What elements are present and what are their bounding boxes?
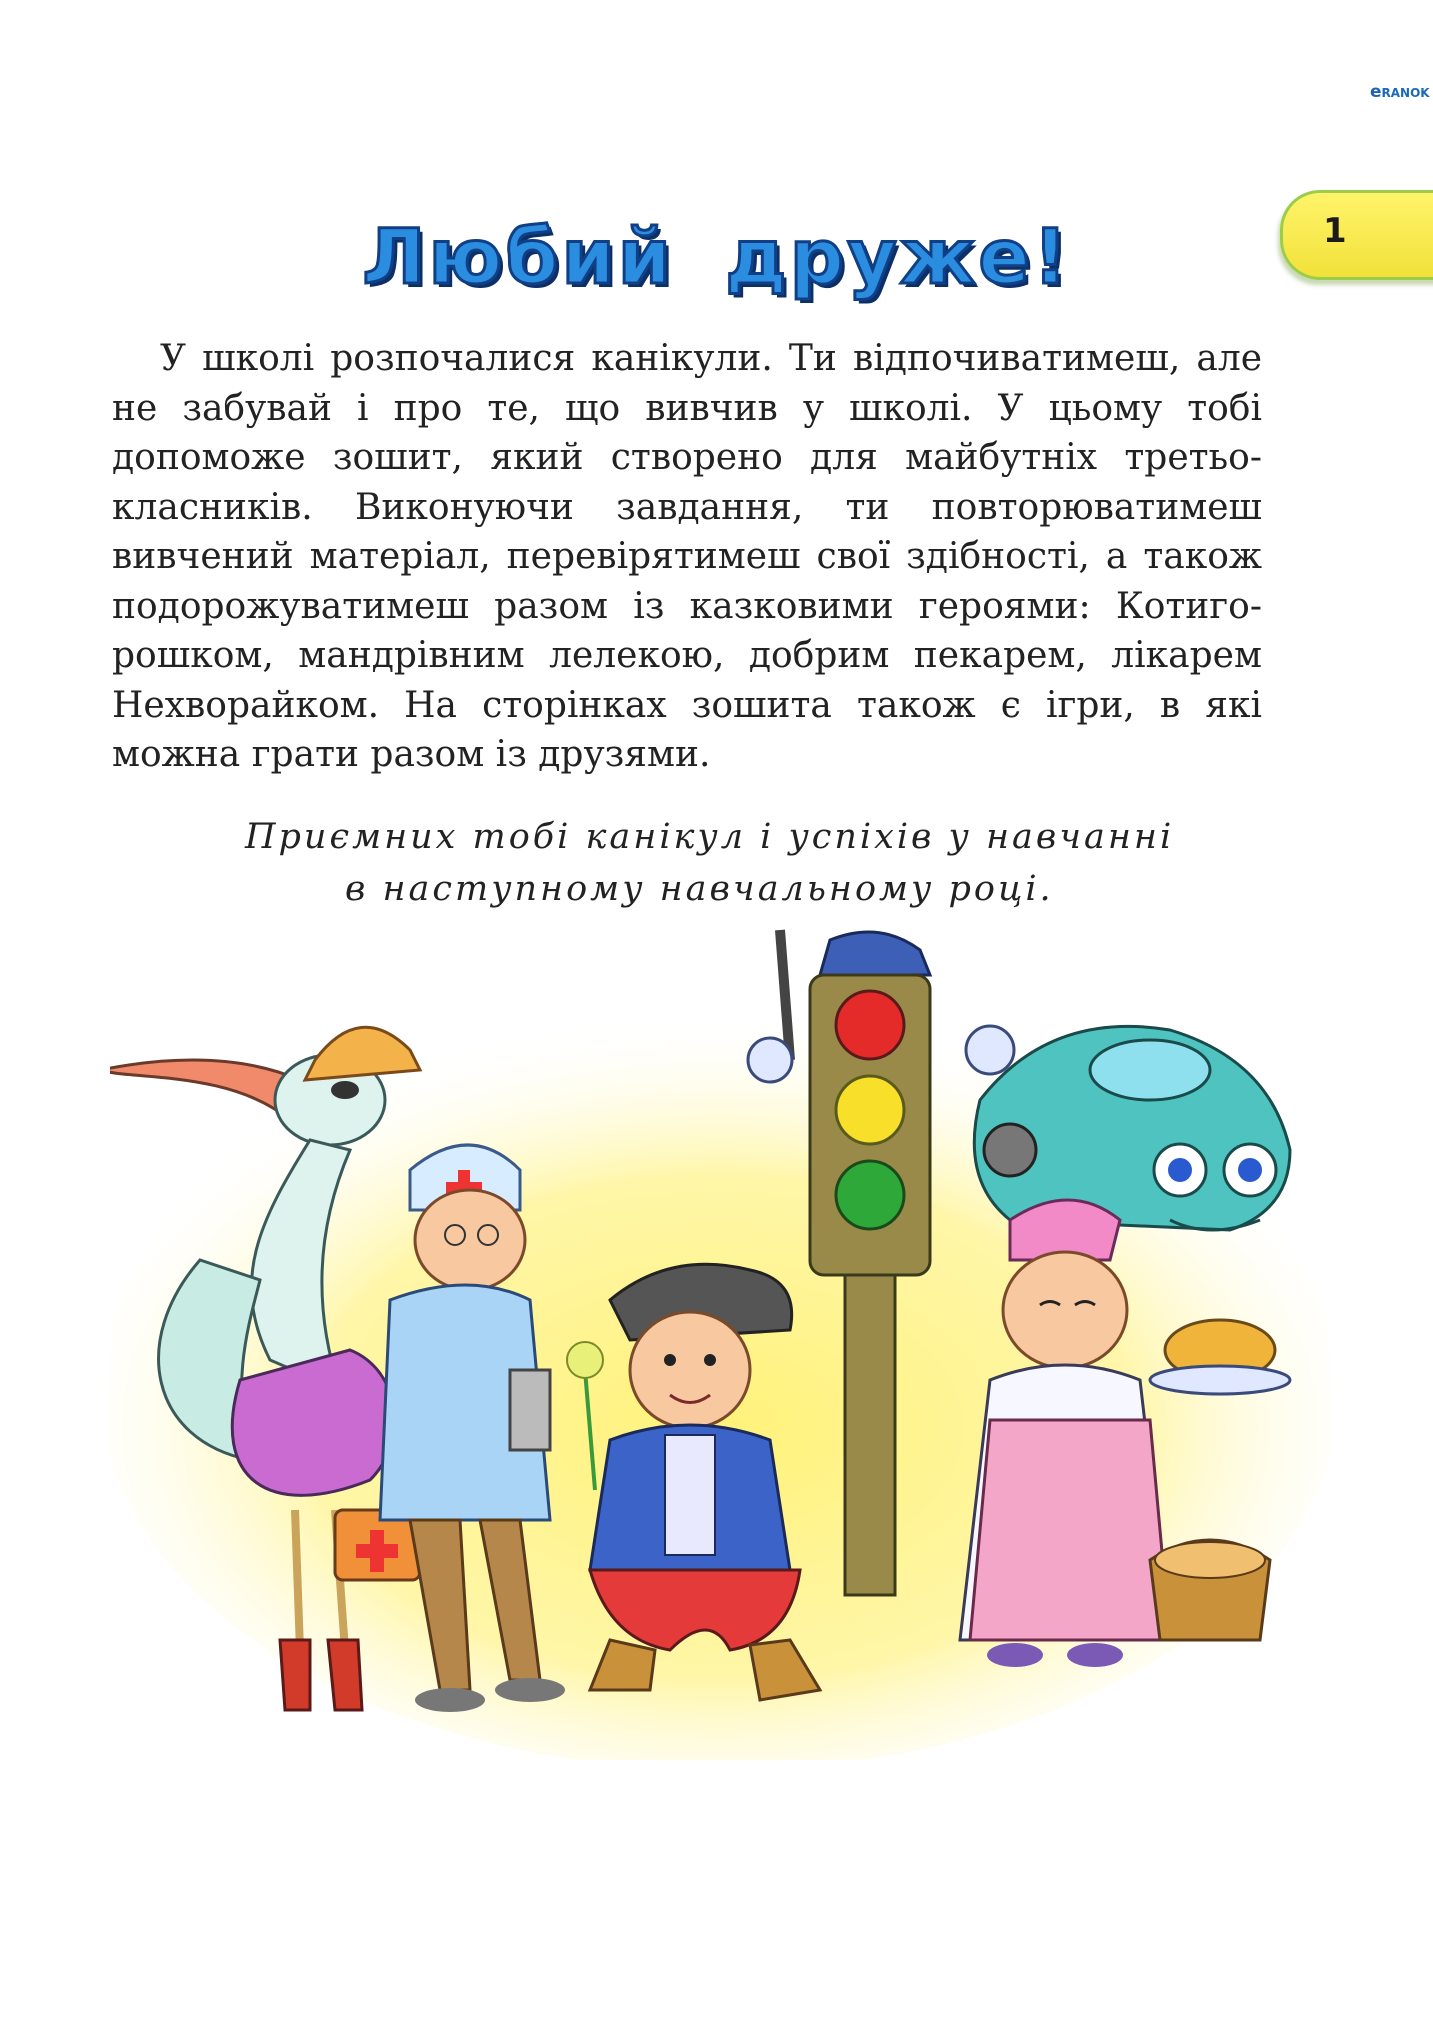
page-title: Любий друже! (362, 212, 1071, 301)
car (974, 1026, 1290, 1230)
logo-text: RANOK (1381, 86, 1430, 100)
intro-paragraph: У школі розпочалися канікули. Ти відпочиватимеш, але не забувай і про те, що вивчив у школі. У цьому тобі допоможе зошит, який створено для майбутніх третьокласників. Виконуючи завдання, ти повторюватимеш вивчений матеріал, перевірятимеш свої здібності, а також подорожуватимеш разом із казковими героями: Котигорошком, мандрівним лелекою, добрим пекарем, лікарем Нехворайком. На сторінках зошита також є ігри, в які можна грати разом із друзями. (112, 338, 1262, 775)
logo-e: e (1370, 82, 1382, 102)
wish-line-1: Приємних тобі канікул і успіхів у навчанні (245, 817, 1175, 857)
publisher-logo (1370, 82, 1430, 102)
characters-illustration (110, 920, 1330, 1760)
page-number: 1 (1323, 211, 1347, 251)
wish-line-2: в наступному навчальному році. (345, 869, 1054, 909)
